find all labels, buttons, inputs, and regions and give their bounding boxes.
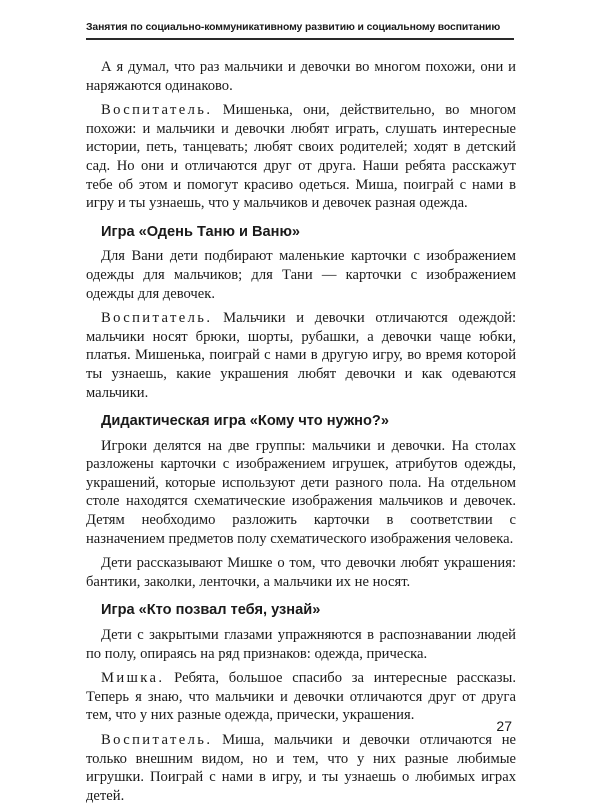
paragraph-1: А я думал, что раз мальчики и девочки во многом похожи, они и наряжаются одинаково.: [86, 59, 516, 94]
paragraph-3: Для Вани дети подбирают маленькие карточки с изображением одежды для мальчиков; для Тани — карточки с изображением одежды для девочек.: [86, 248, 516, 302]
paragraph-4: [86, 309, 516, 402]
page-content: [86, 58, 516, 805]
paragraph-7: Дети с закрытыми глазами упражняются в распознавании людей по полу, опираясь на ряд признаков: одежда, прическа.: [86, 627, 516, 662]
speaker-label: Воспитатель.: [101, 310, 213, 327]
paragraph-text: Мишенька, они, действительно, во многом похожи: и мальчики и девочки любят играть, слушать интересные истории, петь, танцевать; любят своих родителей; ходят в детский сад. Но они и отличаются друг от друга. Наши ребята расскажут тебе об этом и помогут красиво одеться. Миша, поиграй с нами в игру и ты узнаешь, что у мальчиков и девочек разная одежда.: [86, 102, 516, 212]
paragraph-9: [86, 731, 516, 805]
paragraph-5: Игроки делятся на две группы: мальчики и девочки. На столах разложены карточки с изображением игрушек, атрибутов одежды, украшений, которые используют дети разного пола. На отдельном столе находятся схематические изображения мальчиков и девочек. Детям необходимо разложить карточки в соответствии с назначением предметов полу схематического изображения человека.: [86, 437, 516, 547]
running-head: Занятия по социально-коммуникативному развитию и социальному воспитанию: [86, 22, 501, 33]
header-rule: [86, 38, 514, 40]
paragraph-text: Миша, мальчики и девочки отличаются не только внешним видом, но и тем, что у них разные любимые игрушки. Поиграй с нами в игру, и ты узнаешь о любимых играх детей.: [86, 732, 516, 804]
paragraph-text: Ребята, большое спасибо за интересные рассказы. Теперь я знаю, что мальчики и девочки отличаются друг от друга тем, что у них разные одежда, прически, украшения.: [86, 670, 516, 724]
speaker-label: Воспитатель.: [101, 732, 213, 748]
speaker-label: Мишка.: [101, 670, 165, 687]
paragraph-text: Мальчики и девочки отличаются одеждой: мальчики носят брюки, шорты, рубашки, а девочки чаще юбки, платья. Мишенька, поиграй с нами в другую игру, во время которой ты узнаешь, какие украшения любят девочки и как одеваются мальчики.: [86, 310, 516, 401]
speaker-label: Воспитатель.: [101, 102, 213, 119]
game-heading-1: Игра «Одень Таню и Ваню»: [101, 223, 301, 240]
game-heading-2: Дидактическая игра «Кому что нужно?»: [101, 413, 389, 430]
paragraph-8: [86, 669, 516, 725]
paragraph-2: [86, 101, 516, 213]
page-number: 27: [496, 718, 512, 734]
game-heading-3: Игра «Кто позвал тебя, узнай»: [101, 602, 321, 619]
paragraph-6: Дети рассказывают Мишке о том, что девочки любят украшения: бантики, заколки, ленточки, а мальчики их не носят.: [86, 555, 516, 590]
